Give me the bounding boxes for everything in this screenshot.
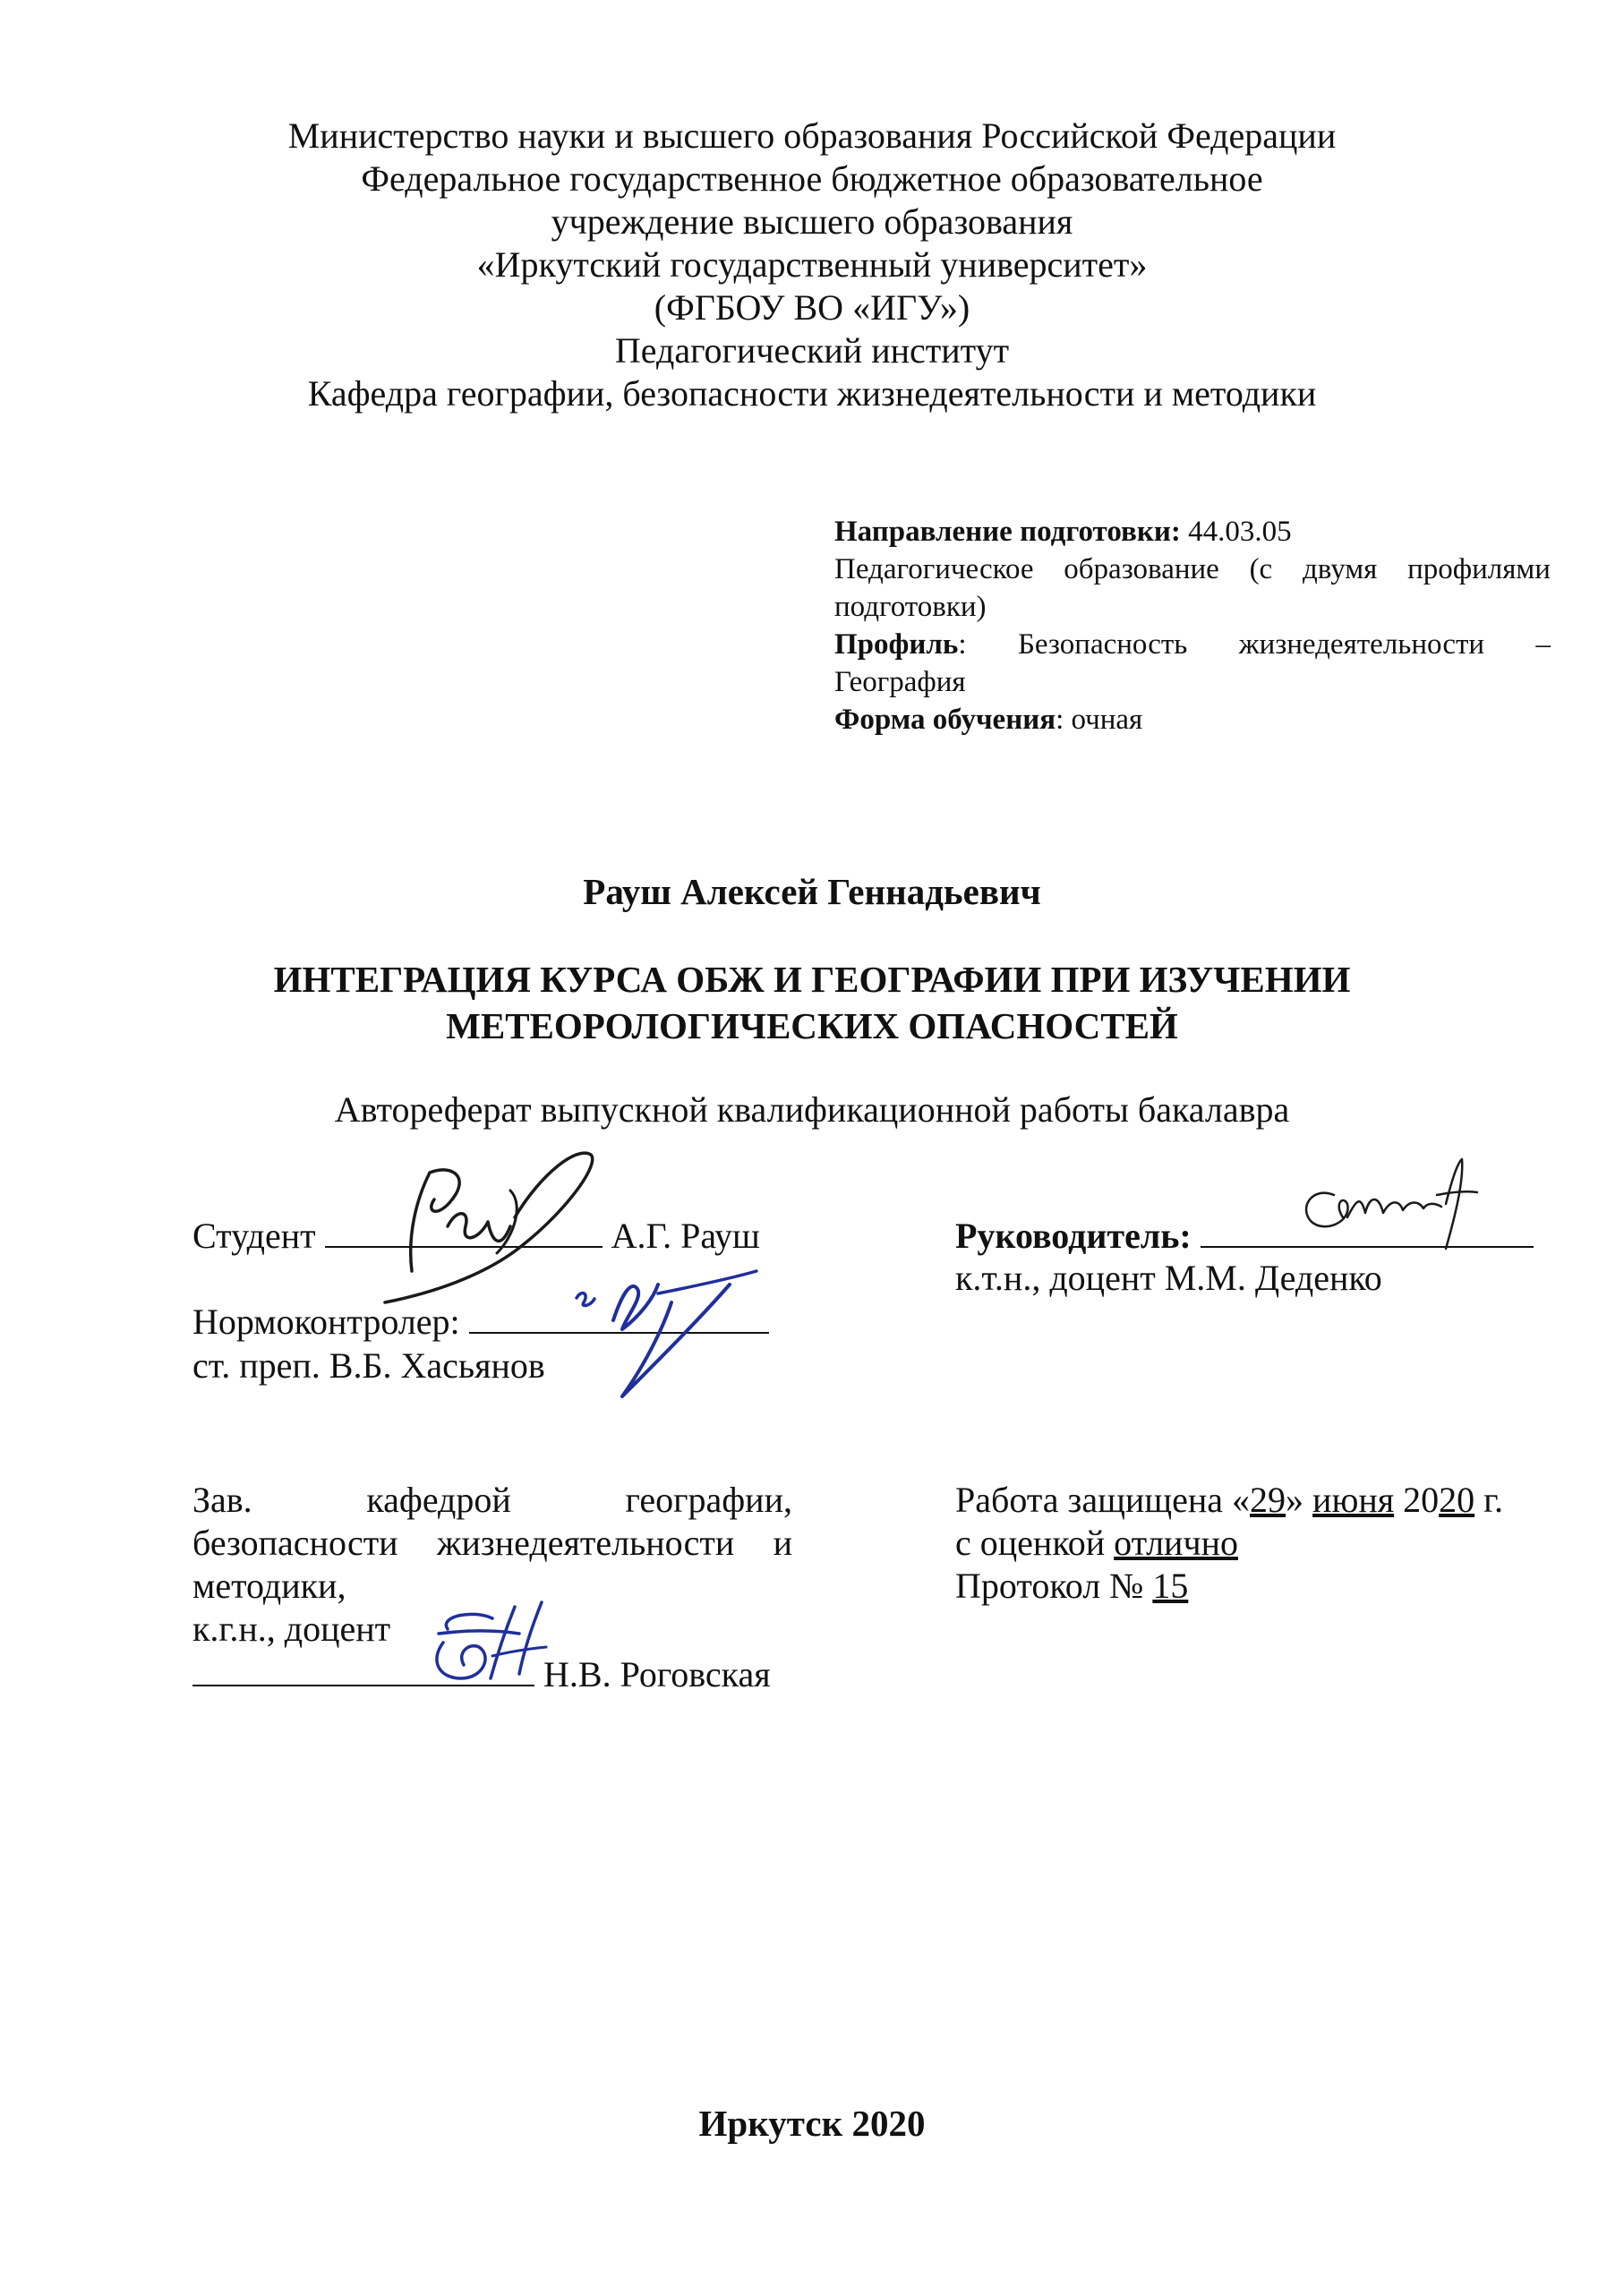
head-line-3: методики, [192, 1566, 346, 1606]
institution-header [0, 115, 1624, 415]
supervisor-name: к.т.н., доцент М.М. Деденко [955, 1258, 1382, 1298]
grade-value: отлично [1114, 1523, 1238, 1563]
header-line: Кафедра географии, безопасности жизнедеятельности и методики [307, 373, 1317, 414]
defense-day: 29 [1250, 1480, 1286, 1520]
author-name: Рауш Алексей Геннадьевич [583, 871, 1041, 912]
work-type: Автореферат выпускной квалификационной работы бакалавра [334, 1089, 1290, 1130]
header-line: Педагогический институт [614, 330, 1010, 371]
city-year: Иркутск 2020 [698, 2103, 926, 2144]
defense-line: Работа защищена «29» июня 2020 г. [955, 1480, 1504, 1520]
direction-line-3: подготовки) [834, 591, 987, 623]
header-line: (ФГБОУ ВО «ИГУ») [654, 287, 970, 328]
student-name: А.Г. Рауш [611, 1216, 760, 1256]
head-line-2: безопасности жизнедеятельности и [192, 1523, 792, 1563]
form-value: : очная [1056, 704, 1143, 736]
form-label: Форма обучения [834, 704, 1056, 736]
header-line: Федеральное государственное бюджетное образовательное [361, 158, 1263, 199]
supervisor-label: Руководитель: [955, 1216, 1192, 1256]
header-line: «Иркутский государственный университет» [476, 244, 1148, 285]
thesis-title [0, 956, 1624, 1049]
protocol-line: Протокол № 15 [955, 1566, 1189, 1606]
protocol-number: 15 [1152, 1566, 1189, 1606]
header-line: Министерство науки и высшего образования Российской Федерации [287, 115, 1337, 156]
thesis-title-line: ИНТЕГРАЦИЯ КУРСА ОБЖ И ГЕОГРАФИИ ПРИ ИЗУЧЕНИИ [273, 959, 1351, 1000]
defense-year: 20 [1439, 1480, 1475, 1520]
profile-line-2: География [834, 666, 966, 698]
direction-line-2: Педагогическое образование (с двумя профилями [834, 553, 1551, 585]
grade-line: с оценкой отлично [955, 1523, 1238, 1563]
profile-label: Профиль [834, 628, 959, 661]
program-details [834, 513, 1551, 738]
thesis-title-line: МЕТЕОРОЛОГИЧЕСКИХ ОПАСНОСТЕЙ [446, 1005, 1178, 1046]
head-line-1: Зав. кафедрой географии, [192, 1480, 792, 1520]
direction-code: 44.03.05 [1188, 516, 1292, 548]
normcontrol-name: ст. преп. В.Б. Хасьянов [192, 1345, 545, 1386]
defense-month: июня [1312, 1480, 1395, 1520]
head-name: Н.В. Роговская [543, 1654, 771, 1694]
header-line: учреждение высшего образования [551, 201, 1073, 242]
head-line-4: к.г.н., доцент [192, 1609, 391, 1649]
profile-row: Профиль: Безопасность жизнедеятельности – [834, 628, 1551, 661]
normcontrol-signature-image [573, 1267, 770, 1401]
student-label: Студент [192, 1216, 316, 1256]
direction-label: Направление подготовки: [834, 516, 1181, 548]
supervisor-signature-image [1294, 1155, 1491, 1253]
normcontrol-label: Нормоконтролер: [192, 1302, 460, 1342]
head-signature-image [421, 1593, 564, 1705]
